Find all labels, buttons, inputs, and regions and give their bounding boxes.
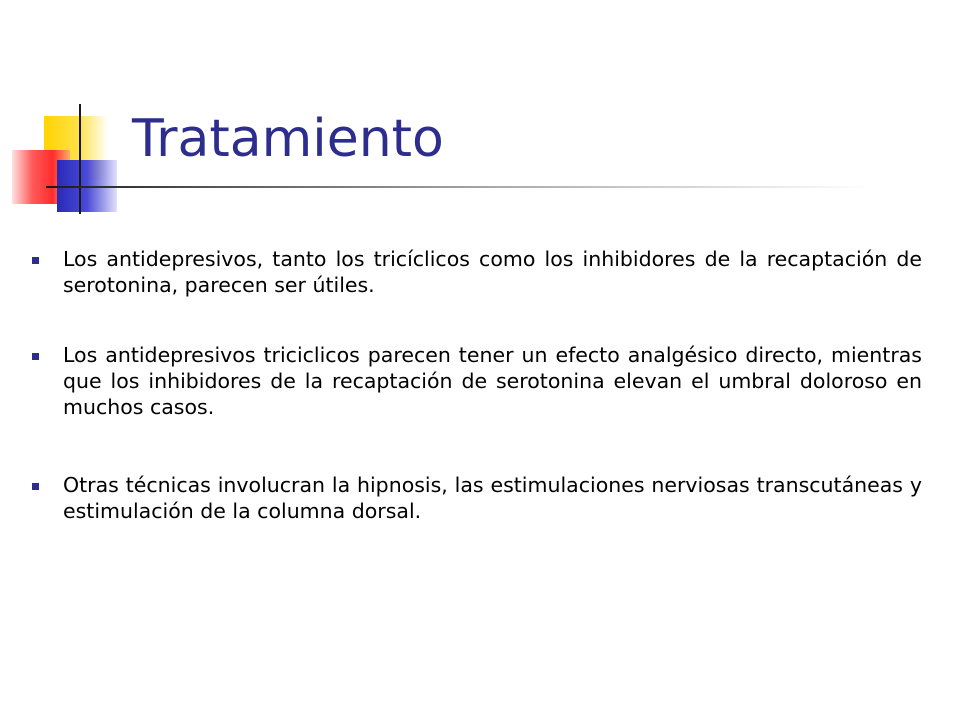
square-bullet-icon bbox=[32, 257, 39, 264]
bullet-text: Los antidepresivos, tanto los tricíclicos como los inhibidores de la recaptación de serotonina, parecen ser útiles. bbox=[63, 247, 922, 297]
bullet-item bbox=[30, 246, 922, 298]
slide-title: Tratamiento bbox=[132, 109, 444, 169]
bullet-list bbox=[30, 246, 922, 524]
bullet-item bbox=[30, 472, 922, 524]
bullet-text: Otras técnicas involucran la hipnosis, las estimulaciones nerviosas transcutáneas y estimulación de la columna dorsal. bbox=[63, 473, 922, 523]
bullet-item bbox=[30, 342, 922, 420]
square-bullet-icon bbox=[32, 353, 39, 360]
square-bullet-icon bbox=[32, 483, 39, 490]
vertical-rule bbox=[79, 104, 81, 214]
decorative-logo bbox=[0, 0, 140, 230]
bullet-text: Los antidepresivos triciclicos parecen tener un efecto analgésico directo, mientras que los inhibidores de la recaptación de serotonina elevan el umbral doloroso en muchos casos. bbox=[63, 343, 922, 419]
title-underline bbox=[46, 186, 870, 188]
